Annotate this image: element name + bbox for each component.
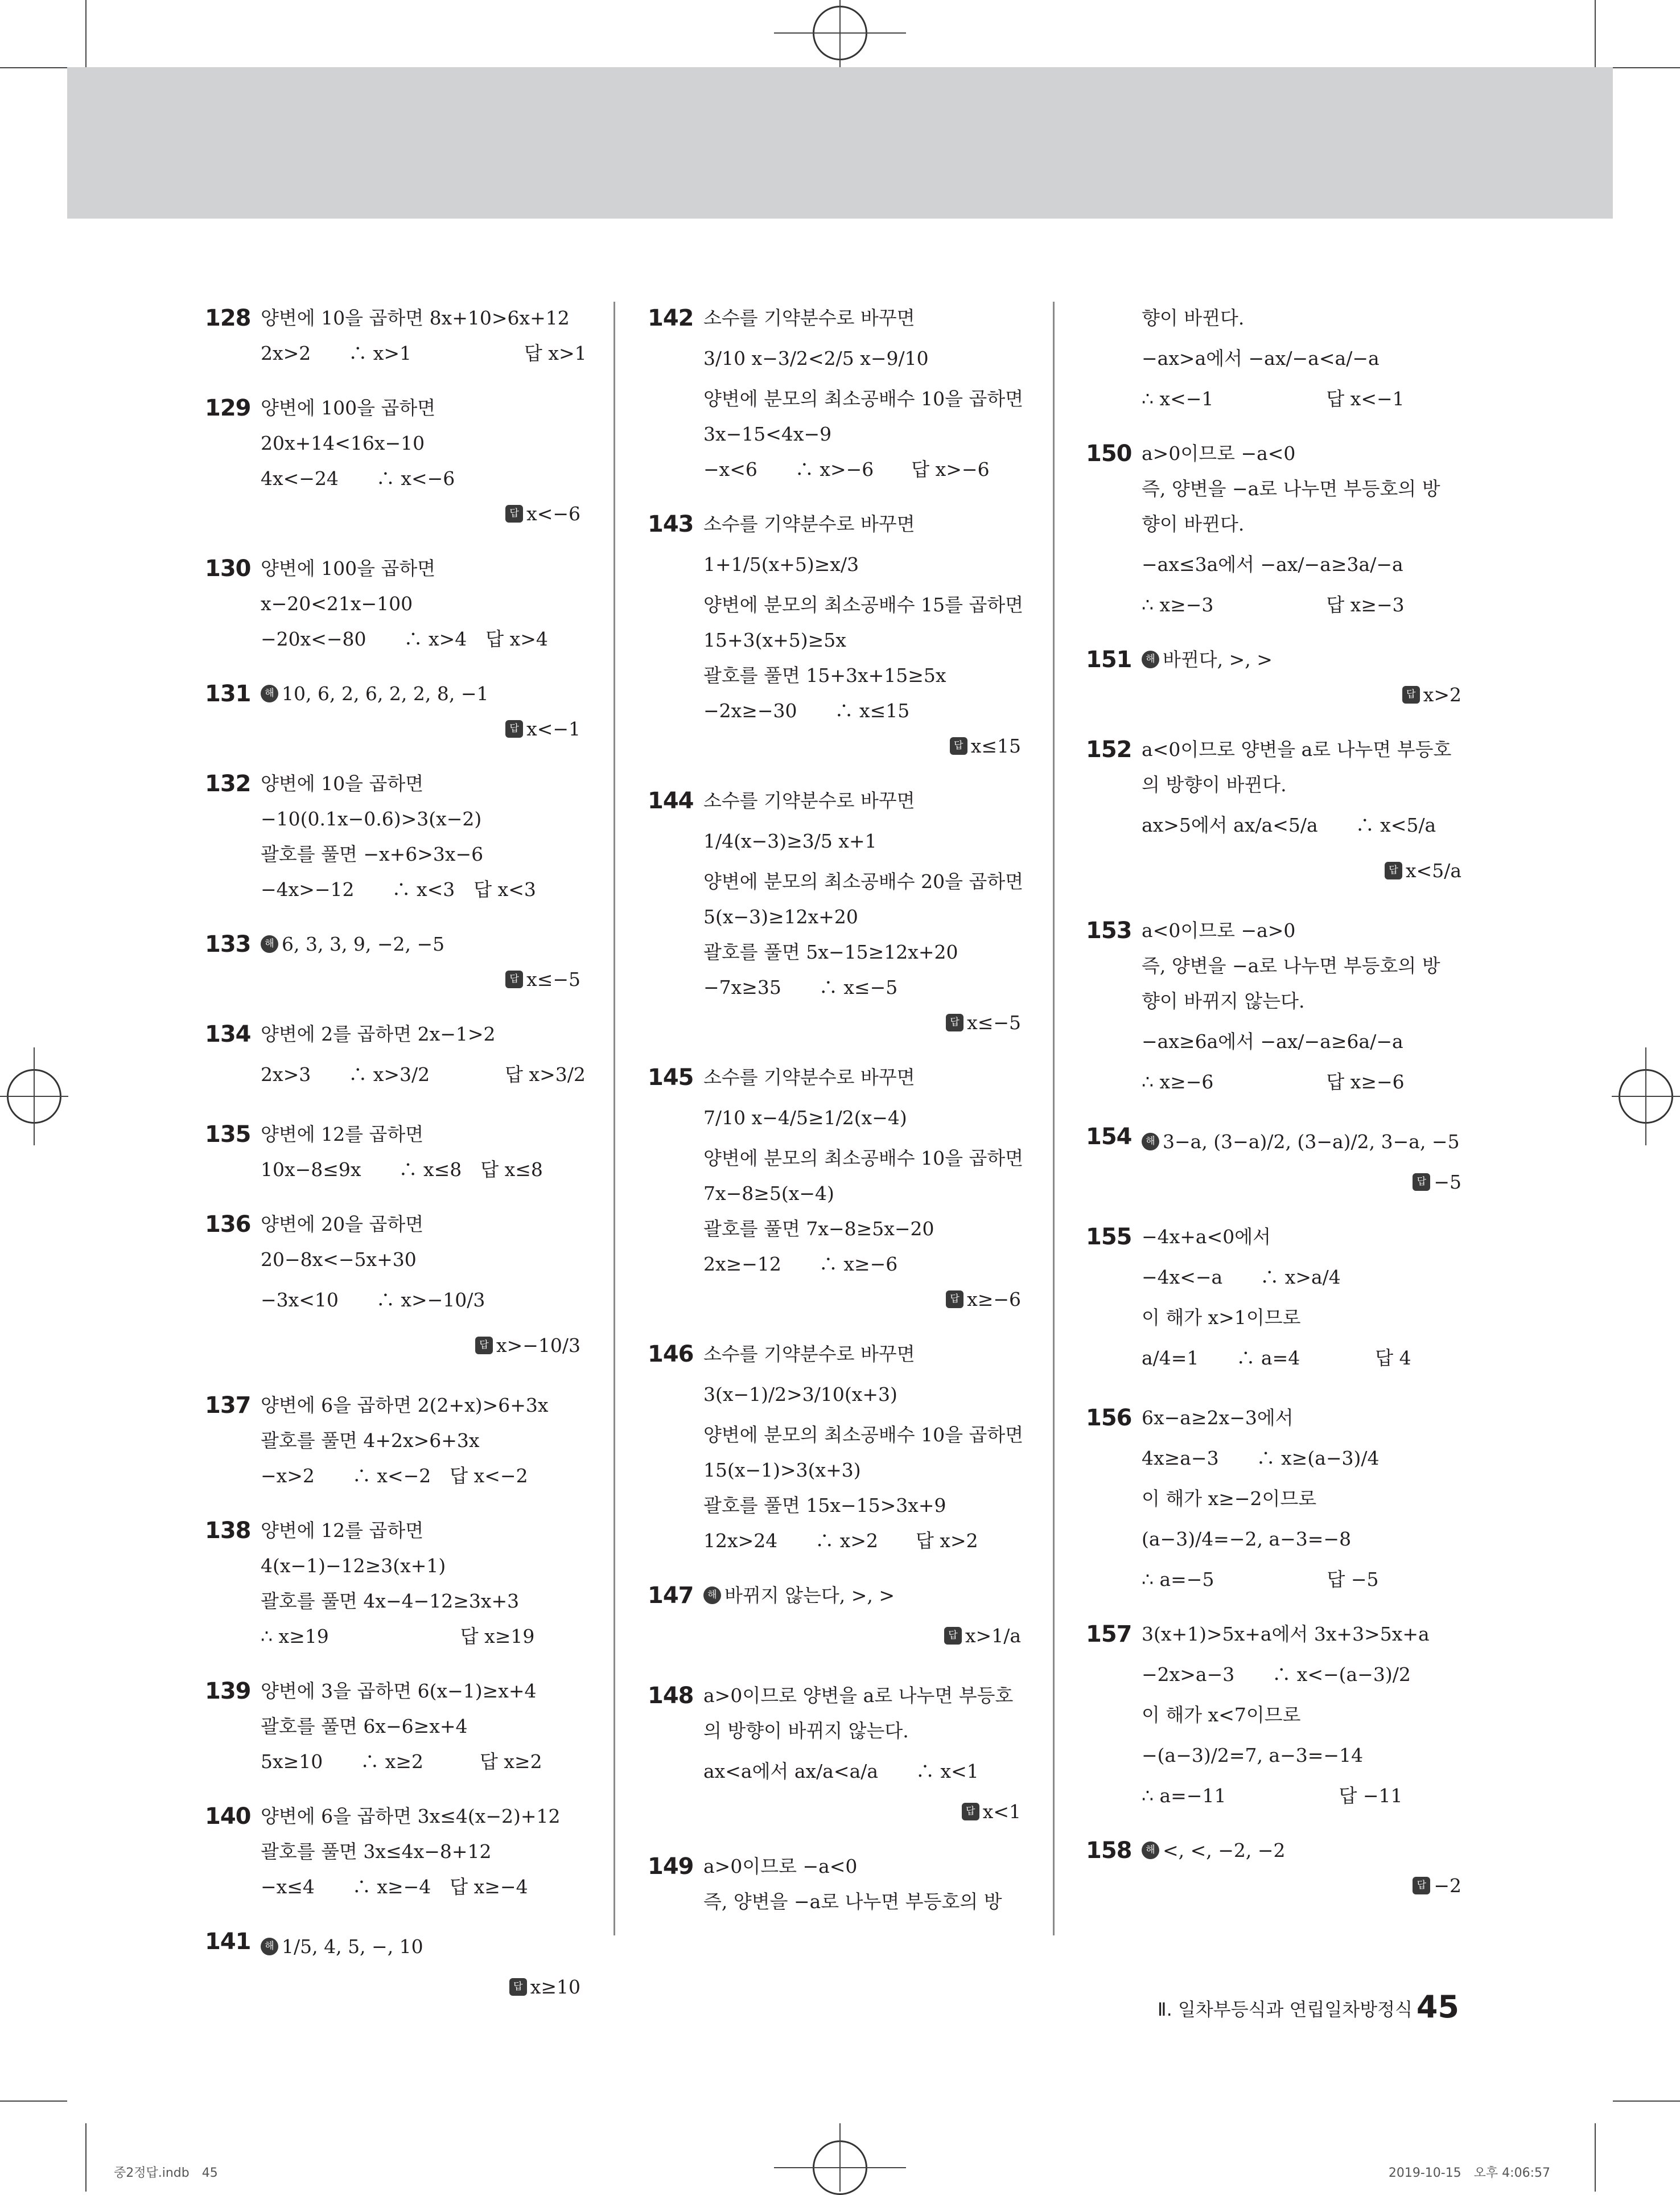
problem-number: 150 <box>1086 441 1132 467</box>
problem-150 <box>1086 436 1461 623</box>
solution-badge-icon: 해 <box>261 1938 278 1955</box>
solution-line: 15(x−1)>3(x+3) <box>703 1459 861 1481</box>
answer-column-1 <box>205 301 587 2024</box>
problem-135 <box>205 1117 580 1187</box>
problem-153 <box>1086 913 1461 1100</box>
solution-line: 3(x−1)/2>3/10(x+3) <box>703 1383 897 1405</box>
solution-line: 괄호를 풀면 7x−8≥5x−20 <box>703 1218 934 1240</box>
problem-number: 131 <box>205 681 251 707</box>
solution-line: (a−3)/4=−2, a−3=−8 <box>1142 1528 1352 1550</box>
answer-column-3 <box>1086 301 1461 1923</box>
solution-line: 해 바뀐다, >, > <box>1142 642 1461 677</box>
answer-line: 답 −5 <box>1142 1165 1461 1200</box>
registration-mark-line <box>839 2123 841 2192</box>
problem-number: 148 <box>648 1683 694 1709</box>
problem-number: 147 <box>648 1582 694 1609</box>
solution-line: −x>2 ∴ x<−2 답 x<−2 <box>261 1465 528 1487</box>
solution-line: 소수를 기약분수로 바꾸면 <box>703 1343 915 1365</box>
problem-number: 154 <box>1086 1124 1132 1150</box>
problem-number: 129 <box>205 395 251 421</box>
solution-line: 7/10 x−4/5≥1/2(x−4) <box>703 1107 907 1129</box>
solution-line: 괄호를 풀면 −x+6>3x−6 <box>261 843 484 865</box>
problem-number: 137 <box>205 1392 251 1419</box>
solution-line: 향이 바뀌지 않는다. <box>1142 990 1305 1012</box>
solution-badge-icon: 해 <box>1142 1133 1159 1150</box>
solution-line: 3(x+1)>5x+a에서 3x+3>5x+a <box>1142 1623 1430 1645</box>
solution-line: 즉, 양변을 −a로 나누면 부등호의 방 <box>703 1890 1002 1913</box>
solution-line: a<0이므로 양변을 a로 나누면 부등호 <box>1142 738 1452 761</box>
solution-line: 양변에 10을 곱하면 8x+10>6x+12 <box>261 307 570 329</box>
solution-line: 괄호를 풀면 15x−15>3x+9 <box>703 1494 946 1516</box>
problem-number: 133 <box>205 931 251 957</box>
solution-line: ∴ a=−11 답 −11 <box>1142 1785 1403 1807</box>
solution-line: 15+3(x+5)≥5x <box>703 629 846 651</box>
solution-line: 양변에 20을 곱하면 <box>261 1213 424 1235</box>
solution-line: 양변에 분모의 최소공배수 10을 곱하면 <box>703 1424 1024 1446</box>
solution-line: 4x≥a−3 ∴ x≥(a−3)/4 <box>1142 1447 1380 1469</box>
problem-number: 153 <box>1086 918 1132 944</box>
answer-badge-icon: 답 <box>505 720 523 738</box>
problem-131 <box>205 676 580 747</box>
answer-line: 답 x≤15 <box>703 729 1021 764</box>
solution-line: a>0이므로 −a<0 <box>1142 442 1296 465</box>
crop-mark <box>1613 67 1680 68</box>
solution-line: 1/4(x−3)≥3/5 x+1 <box>703 830 877 852</box>
solution-line: 이 해가 x≥−2이므로 <box>1142 1487 1317 1510</box>
solution-line: 소수를 기약분수로 바꾸면 <box>703 513 915 535</box>
solution-line: 6x−a≥2x−3에서 <box>1142 1407 1294 1429</box>
slug-file: 중2정답.indb 45 <box>114 2166 218 2180</box>
solution-line: a<0이므로 −a>0 <box>1142 919 1296 942</box>
crop-mark <box>1595 0 1596 67</box>
column-divider <box>1053 302 1055 1935</box>
solution-line: 의 방향이 바뀐다. <box>1142 774 1287 796</box>
answer-badge-icon: 답 <box>962 1803 979 1820</box>
solution-line: 즉, 양변을 −a로 나누면 부등호의 방 <box>1142 478 1440 500</box>
problem-number: 155 <box>1086 1224 1132 1250</box>
solution-line: 괄호를 풀면 6x−6≥x+4 <box>261 1715 468 1737</box>
answer-badge-icon: 답 <box>946 1290 963 1308</box>
solution-line: 괄호를 풀면 5x−15≥12x+20 <box>703 941 958 963</box>
solution-line: 4x<−24 ∴ x<−6 <box>261 467 455 490</box>
problem-number: 146 <box>648 1341 694 1367</box>
problem-continued <box>1086 301 1461 417</box>
solution-line: 향이 바뀐다. <box>1142 307 1245 329</box>
solution-line: 양변에 2를 곱하면 2x−1>2 <box>261 1023 496 1045</box>
solution-line: a>0이므로 −a<0 <box>703 1855 858 1877</box>
solution-line: 양변에 분모의 최소공배수 20을 곱하면 <box>703 870 1024 893</box>
slug-date: 2019-10-15 오후 4:06:57 <box>1388 2166 1550 2180</box>
solution-line: −4x<−a ∴ x>a/4 <box>1142 1266 1341 1288</box>
problem-139 <box>205 1674 580 1779</box>
problem-number: 151 <box>1086 647 1132 673</box>
problem-141 <box>205 1924 580 2005</box>
problem-number: 134 <box>205 1021 251 1047</box>
registration-mark-line <box>34 1047 35 1145</box>
problem-number: 157 <box>1086 1621 1132 1647</box>
solution-line: 괄호를 풀면 15+3x+15≥5x <box>703 664 946 687</box>
solution-badge-icon: 해 <box>261 685 278 702</box>
answer-line: 답 x>−10/3 <box>261 1323 580 1368</box>
problem-number: 142 <box>648 305 694 331</box>
solution-line: 2x>2 ∴ x>1 답 x>1 <box>261 342 587 364</box>
solution-line: −3x<10 ∴ x>−10/3 <box>261 1289 485 1311</box>
solution-line: 20−8x<−5x+30 <box>261 1248 417 1271</box>
problem-140 <box>205 1799 580 1905</box>
solution-line: −2x≥−30 ∴ x≤15 <box>703 700 910 722</box>
solution-line: 양변에 6을 곱하면 3x≤4(x−2)+12 <box>261 1805 561 1827</box>
answer-badge-icon: 답 <box>1413 1173 1430 1191</box>
solution-line: 1+1/5(x+5)≥x/3 <box>703 553 859 576</box>
solution-line: ∴ x≥19 답 x≥19 <box>261 1625 535 1647</box>
solution-line: 괄호를 풀면 4+2x>6+3x <box>261 1429 480 1452</box>
solution-line: 괄호를 풀면 3x≤4x−8+12 <box>261 1840 492 1863</box>
answer-column-2 <box>648 301 1024 1939</box>
answer-line: 답 x≤−5 <box>261 962 580 997</box>
problem-147 <box>648 1578 1021 1659</box>
answer-line: 답 x≥10 <box>261 1970 580 2005</box>
problem-number: 139 <box>205 1678 251 1704</box>
answer-badge-icon: 답 <box>505 505 523 523</box>
problem-number: 144 <box>648 788 694 814</box>
solution-line: 양변에 100을 곱하면 <box>261 557 436 579</box>
solution-line: 양변에 10을 곱하면 <box>261 772 424 795</box>
solution-line: 양변에 3을 곱하면 6(x−1)≥x+4 <box>261 1680 537 1702</box>
solution-line: 해 바뀌지 않는다, >, > <box>703 1578 1021 1613</box>
solution-line: ax<a에서 ax/a<a/a ∴ x<1 <box>703 1760 979 1782</box>
solution-line: −7x≥35 ∴ x≤−5 <box>703 976 898 998</box>
solution-line: ax>5에서 ax/a<5/a ∴ x<5/a <box>1142 814 1436 836</box>
solution-line: 소수를 기약분수로 바꾸면 <box>703 307 915 329</box>
solution-line: 4(x−1)−12≥3(x+1) <box>261 1555 446 1577</box>
solution-line: −4x+a<0에서 <box>1142 1226 1271 1248</box>
problem-155 <box>1086 1219 1461 1381</box>
problem-137 <box>205 1388 580 1494</box>
solution-badge-icon: 해 <box>261 935 278 953</box>
answer-line: 답 x>2 <box>1142 677 1461 713</box>
solution-line: 양변에 12를 곱하면 <box>261 1123 424 1145</box>
problem-number: 132 <box>205 771 251 797</box>
problem-143 <box>648 507 1024 764</box>
solution-line: a/4=1 ∴ a=4 답 4 <box>1142 1347 1411 1369</box>
problem-128 <box>205 301 587 371</box>
problem-number: 135 <box>205 1121 251 1148</box>
solution-line: −ax≤3a에서 −ax/−a≥3a/−a <box>1142 553 1403 576</box>
solution-line: −(a−3)/2=7, a−3=−14 <box>1142 1744 1364 1766</box>
problem-138 <box>205 1513 580 1654</box>
solution-line: 2x>3 ∴ x>3/2 답 x>3/2 <box>261 1063 586 1086</box>
solution-line: −x<6 ∴ x>−6 답 x>−6 <box>703 458 990 480</box>
solution-line: 향이 바뀐다. <box>1142 513 1245 535</box>
problem-154 <box>1086 1119 1461 1200</box>
problem-number: 141 <box>205 1929 251 1955</box>
problem-133 <box>205 927 580 997</box>
solution-line: ∴ x≥−6 답 x≥−6 <box>1142 1071 1405 1093</box>
problem-148 <box>648 1678 1021 1830</box>
registration-mark-line <box>839 0 841 67</box>
solution-line: −x≤4 ∴ x≥−4 답 x≥−4 <box>261 1876 528 1898</box>
problem-number: 140 <box>205 1803 251 1830</box>
solution-line: 2x≥−12 ∴ x≥−6 <box>703 1253 898 1275</box>
answer-badge-icon: 답 <box>505 971 523 988</box>
solution-line: 해 6, 3, 3, 9, −2, −5 <box>261 927 580 962</box>
crop-mark <box>0 2101 67 2102</box>
solution-line: 양변에 6을 곱하면 2(2+x)>6+3x <box>261 1394 549 1416</box>
answer-line: 답 x<5/a <box>1142 848 1461 894</box>
solution-line: 의 방향이 바뀌지 않는다. <box>703 1720 909 1742</box>
solution-line: 20x+14<16x−10 <box>261 432 425 454</box>
problem-134 <box>205 1017 586 1098</box>
problem-144 <box>648 783 1024 1041</box>
solution-line: 10x−8≤9x ∴ x≤8 답 x≤8 <box>261 1158 543 1181</box>
problem-146 <box>648 1337 1024 1559</box>
answer-line: 답 x≤−5 <box>703 1005 1021 1041</box>
registration-mark-line <box>1645 1047 1646 1145</box>
solution-line: −4x>−12 ∴ x<3 답 x<3 <box>261 878 536 901</box>
solution-line: 소수를 기약분수로 바꾸면 <box>703 790 915 812</box>
solution-line: 즉, 양변을 −a로 나누면 부등호의 방 <box>1142 955 1440 977</box>
answer-line: 답 x<−6 <box>261 496 580 532</box>
solution-line: 해 3−a, (3−a)/2, (3−a)/2, 3−a, −5 <box>1142 1119 1461 1165</box>
header-band <box>67 67 1613 219</box>
solution-line: 3x−15<4x−9 <box>703 423 832 445</box>
problem-number: 156 <box>1086 1405 1132 1431</box>
solution-line: 해 10, 6, 2, 6, 2, 2, 8, −1 <box>261 676 580 712</box>
problem-158 <box>1086 1833 1461 1904</box>
answer-line: 답 x≥−6 <box>703 1282 1021 1317</box>
answer-badge-icon: 답 <box>946 1014 963 1031</box>
problem-142 <box>648 301 1024 487</box>
problem-136 <box>205 1207 580 1368</box>
solution-line: 7x−8≥5(x−4) <box>703 1182 834 1205</box>
solution-badge-icon: 해 <box>1142 1842 1159 1859</box>
solution-line: 괄호를 풀면 4x−4−12≥3x+3 <box>261 1590 520 1612</box>
solution-line: 소수를 기약분수로 바꾸면 <box>703 1066 915 1088</box>
solution-line: 이 해가 x<7이므로 <box>1142 1704 1301 1726</box>
problem-number: 152 <box>1086 737 1132 763</box>
answer-line: 답 x<−1 <box>261 712 580 747</box>
crop-mark <box>85 0 87 67</box>
solution-line: 양변에 분모의 최소공배수 10을 곱하면 <box>703 388 1024 410</box>
solution-line: −2x>a−3 ∴ x<−(a−3)/2 <box>1142 1663 1411 1686</box>
problem-129 <box>205 391 580 532</box>
answer-line: 답 −2 <box>1142 1868 1461 1904</box>
problem-number: 138 <box>205 1518 251 1544</box>
answer-badge-icon: 답 <box>1385 862 1402 879</box>
problem-157 <box>1086 1617 1461 1814</box>
problem-145 <box>648 1060 1024 1317</box>
solution-line: 양변에 분모의 최소공배수 15를 곱하면 <box>703 594 1024 616</box>
solution-line: 5(x−3)≥12x+20 <box>703 906 858 928</box>
problem-number: 149 <box>648 1853 694 1880</box>
solution-line: −20x<−80 ∴ x>4 답 x>4 <box>261 628 548 650</box>
solution-line: x−20<21x−100 <box>261 593 413 615</box>
solution-line: ∴ x≥−3 답 x≥−3 <box>1142 594 1405 616</box>
solution-line: −ax≥6a에서 −ax/−a≥6a/−a <box>1142 1030 1403 1053</box>
solution-line: 양변에 분모의 최소공배수 10을 곱하면 <box>703 1147 1024 1169</box>
answer-badge-icon: 답 <box>950 737 967 755</box>
solution-line: ∴ a=−5 답 −5 <box>1142 1568 1379 1590</box>
solution-line: 이 해가 x>1이므로 <box>1142 1306 1301 1329</box>
page-number: 45 <box>1416 1989 1459 2025</box>
problem-number: 158 <box>1086 1838 1132 1864</box>
answer-badge-icon: 답 <box>1413 1877 1430 1894</box>
chapter-title: Ⅱ. 일차부등식과 연립일차방정식 <box>1157 1999 1413 2020</box>
problem-132 <box>205 766 580 907</box>
column-divider <box>613 302 615 1935</box>
solution-line: −10(0.1x−0.6)>3(x−2) <box>261 808 482 830</box>
solution-badge-icon: 해 <box>703 1586 721 1604</box>
solution-line: a>0이므로 양변을 a로 나누면 부등호 <box>703 1684 1014 1707</box>
problem-151 <box>1086 642 1461 713</box>
problem-149 <box>648 1849 1021 1919</box>
solution-line: ∴ x<−1 답 x<−1 <box>1142 388 1405 410</box>
crop-mark <box>1595 2123 1596 2192</box>
answer-line: 답 x<1 <box>703 1794 1021 1830</box>
problem-152 <box>1086 732 1461 894</box>
problem-130 <box>205 551 580 657</box>
solution-line: 양변에 100을 곱하면 <box>261 397 436 419</box>
crop-mark <box>1613 2101 1680 2102</box>
solution-line: 양변에 12를 곱하면 <box>261 1519 424 1542</box>
problem-number: 130 <box>205 556 251 582</box>
crop-mark <box>85 2123 87 2192</box>
solution-line: −ax>a에서 −ax/−a<a/−a <box>1142 347 1380 369</box>
solution-line: 해 <, <, −2, −2 <box>1142 1833 1461 1868</box>
problem-156 <box>1086 1400 1461 1597</box>
problem-number: 143 <box>648 511 694 537</box>
problem-number: 145 <box>648 1064 694 1091</box>
solution-line: 해 1/5, 4, 5, −, 10 <box>261 1924 580 1970</box>
answer-line: 답 x>1/a <box>703 1613 1021 1659</box>
solution-line: 3/10 x−3/2<2/5 x−9/10 <box>703 347 929 369</box>
problem-number: 128 <box>205 305 251 331</box>
problem-number: 136 <box>205 1211 251 1238</box>
answer-badge-icon: 답 <box>944 1627 962 1645</box>
answer-badge-icon: 답 <box>1402 686 1420 704</box>
solution-badge-icon: 해 <box>1142 651 1159 668</box>
answer-badge-icon: 답 <box>475 1337 493 1354</box>
solution-line: 12x>24 ∴ x>2 답 x>2 <box>703 1530 978 1552</box>
solution-line: 5x≥10 ∴ x≥2 답 x≥2 <box>261 1750 542 1773</box>
crop-mark <box>0 67 67 68</box>
answer-badge-icon: 답 <box>509 1978 527 1996</box>
